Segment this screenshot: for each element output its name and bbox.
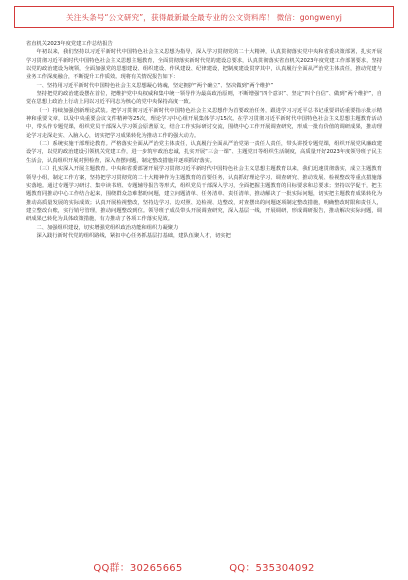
- paragraph: （三）扎实深入开展主题教育。中央和省委部署开展学习贯彻习近平新时代中国特色社会主义思想主题教育以来，我们迅速贯彻落实，成立主题教育领导小组，制定工作方案，坚持把学习贯彻党的二十大精神作为主题教育的首要任务，认真抓好理论学习、调查研究、推动发展、检视整改等重点措施落实落地。通过专题学习研讨、集中读书班、专题辅导报告等形式，组织党员干部深入学习，全面把握主题教育的目标要求和总要求；坚持以学促干，把主题教育同推动中心工作结合起来，围绕群众急难愁盼问题，建立问题清单、任务清单、责任清单，推动解决了一批实际问题，切实把主题教育成果转化为推动高质量发展的实际成效；认真开展检视整改，坚持边学习、边对照、边检视、边整改，对查摆出的问题逐项制定整改措施，明确整改时限和责任人，建立整改台账，实行销号管理，推动问题整改到位。领导班子成员带头开展调查研究，深入基层一线，开展调研，形成调研报告，推动解决实际问题，调研成果已转化为具体政策措施，有力推动了各项工作落实见效。: [26, 166, 382, 223]
- section-heading: 一、坚持用习近平新时代中国特色社会主义思想凝心铸魂，坚定拥护“两个确立”、坚决做到“两个维护”: [36, 82, 274, 89]
- promo-banner: [14, 6, 394, 28]
- qq-group-text: QQ群：30265665: [93, 563, 183, 574]
- document-title: 省直机关2023年度党建工作总结报告: [26, 41, 113, 47]
- paragraph: （二）系统实施干部理论教育。严格落实全面从严治党主体责任，认真履行全面从严治党第一责任人责任，带头讲授专题党课，组织开展党风廉政建设学习，以党的政治建设引领机关党建工作，进一步筑牢政治忠诚，扎实开展“三会一课”、主题党日等组织生活制度，高质量开好2023年度领导班子民主生活会，认真组织开展对照检查，深入查摆问题，制定整改措施并逐项抓好落实。: [26, 141, 382, 164]
- paragraph: 深入践行新时代党的组织路线，紧扣中心任务抓基层打基础，建队伍聚人才，切实把: [36, 232, 231, 239]
- contact-footer: [0, 559, 408, 574]
- section-heading: 二、加强组织建设，切实增强党组织政治功能和组织力凝聚力: [36, 224, 179, 231]
- document-body: [26, 40, 382, 240]
- qq-number-text: QQ：535304092: [229, 563, 315, 574]
- paragraph: 坚持把党的政治建设摆在首位，把维护党中央权威和集中统一领导作为最高政治原则，不断增强“四个意识”、坚定“四个自信”、做到“两个维护”，自觉在思想上政治上行动上同以习近平同志为核心的党中央保持高度一致。: [26, 91, 382, 106]
- promo-banner-text: 关注头条号“公文研究”，获得最新最全最专业的公文资料库！ 微信：gongwenyj: [66, 12, 342, 22]
- paragraph: 年初以来，我们坚持以习近平新时代中国特色社会主义思想为指导，深入学习贯彻党的二十大精神，认真贯彻落实党中央和省委决策部署，扎实开展学习贯彻习近平新时代中国特色社会主义思想主题教育，全面贯彻落实新时代党的建设总要求，认真贯彻落实省直机关2023年度党建工作部署要求，坚持以党的政治建设为统领，全面加强党的思想建设、组织建设、作风建设、纪律建设，把制度建设贯穿其中，认真履行全面从严治党主体责任，推动党建与业务工作深度融合，不断提升工作质效。现将有关情况报告如下：: [26, 49, 382, 81]
- paragraph: （一）持续加强创新理论武装。把学习贯彻习近平新时代中国特色社会主义思想作为首要政治任务，跟进学习习近平总书记重要讲话重要指示批示精神和重要文章，以及中央重要会议文件精神等25次，理论学习中心组开展集体学习15次。在学习贯彻习近平新时代中国特色社会主义思想主题教育活动中，带头作专题党课，组织党员干部深入学习领会原著原文，结合工作实际研讨交流，围绕中心工作开展调查研究，形成一批有价值的调研成果，推动理论学习走深走实、入脑入心，切实把学习成果转化为推动工作的强大动力。: [26, 107, 382, 139]
